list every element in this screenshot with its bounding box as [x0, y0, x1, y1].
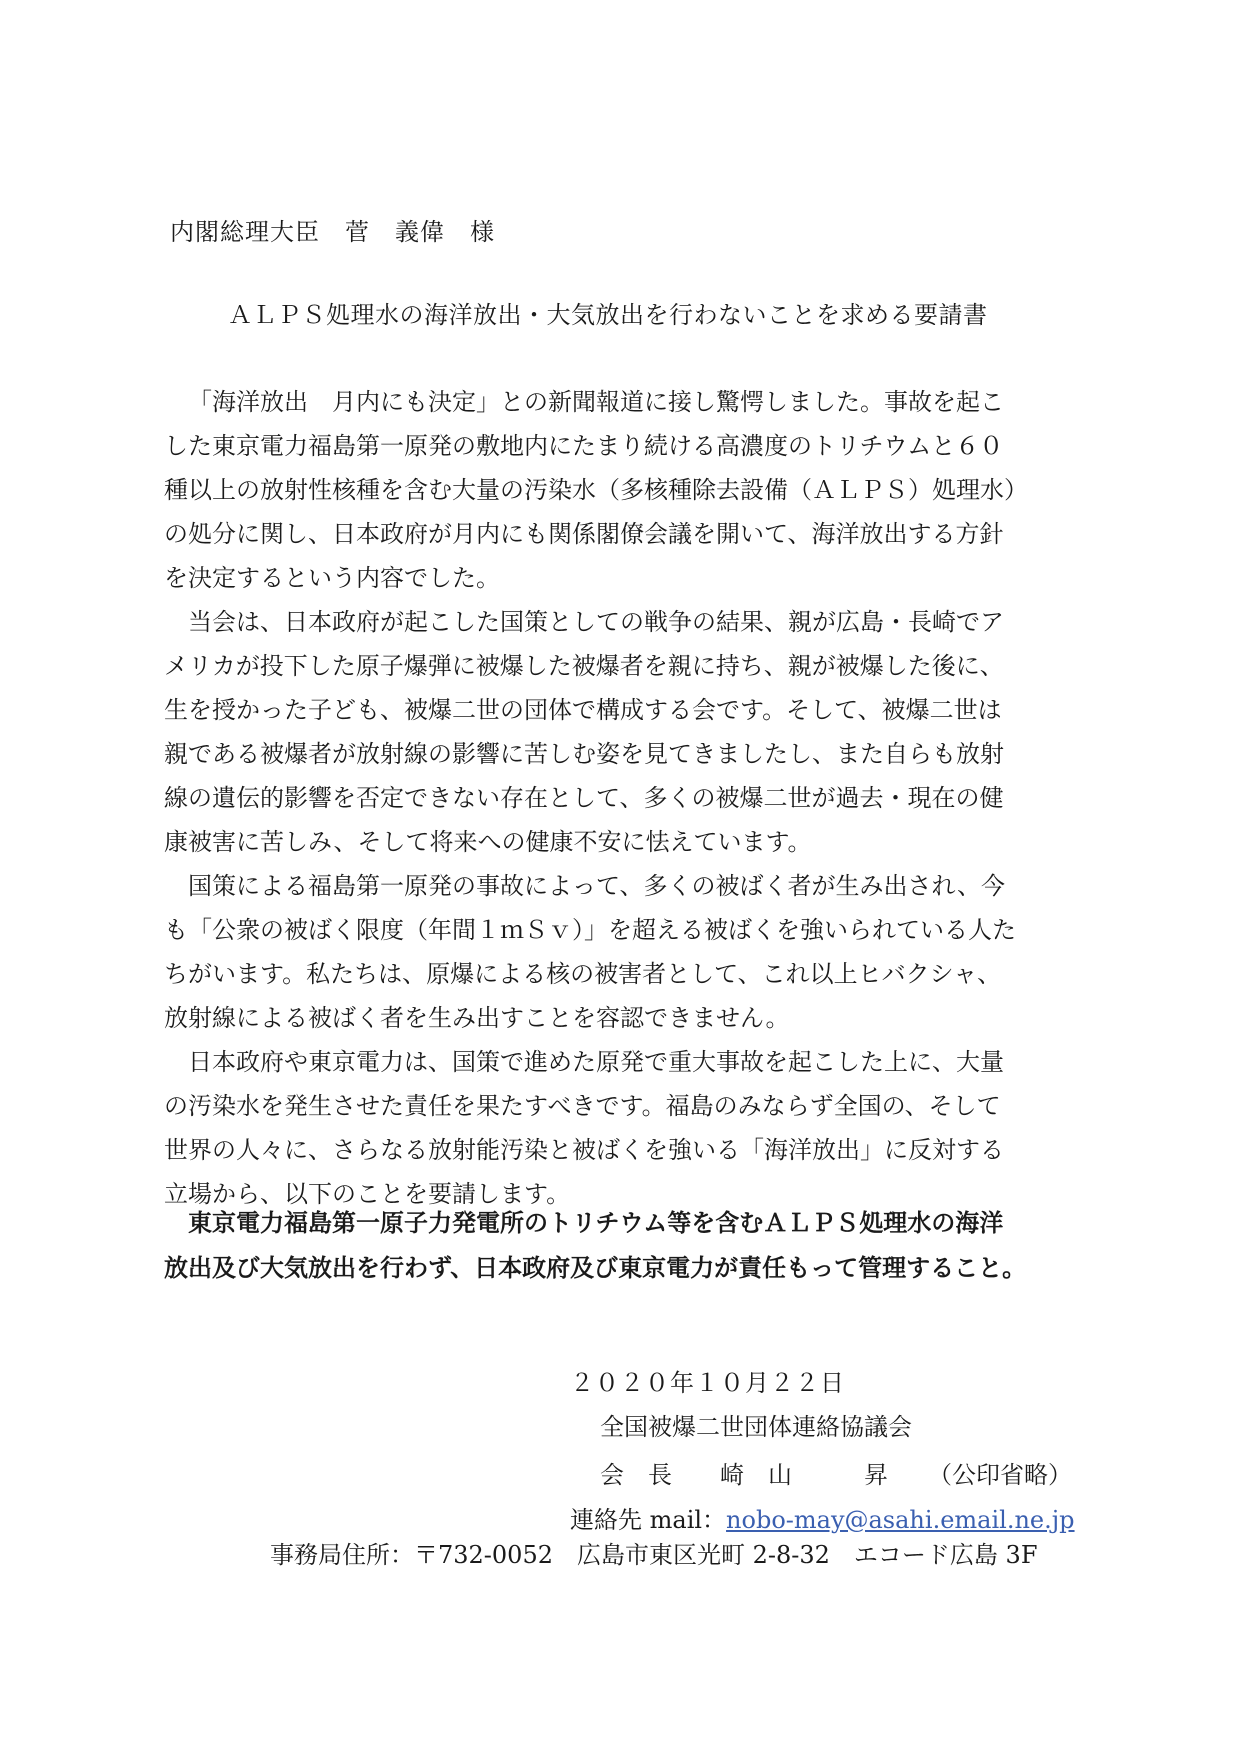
contact-email-link[interactable]: nobo-may@asahi.email.ne.jp — [726, 1506, 1075, 1534]
addressee: 内閣総理大臣 菅 義偉 様 — [170, 218, 495, 246]
body-line: を決定するという内容でした。 — [164, 564, 500, 592]
contact-label: 連絡先 mail： — [570, 1506, 727, 1534]
body-line: 日本政府や東京電力は、国策で進めた原発で重大事故を起こした上に、大量 — [188, 1048, 1004, 1076]
request-line: 東京電力福島第一原子力発電所のトリチウム等を含むＡＬＰＳ処理水の海洋 — [188, 1208, 1004, 1237]
body-line: ちがいます。私たちは、原爆による核の被害者として、これ以上ヒバクシャ、 — [164, 960, 1002, 988]
body-line: 当会は、日本政府が起こした国策としての戦争の結果、親が広島・長崎でア — [188, 608, 1004, 636]
body-line: の汚染水を発生させた責任を果たすべきです。福島のみならず全国の、そして — [164, 1092, 1001, 1120]
document-title: ＡＬＰＳ処理水の海洋放出・大気放出を行わないことを求める要請書 — [228, 301, 988, 329]
request-line: 放出及び大気放出を行わず、日本政府及び東京電力が責任もって管理すること。 — [164, 1253, 1027, 1282]
body-line: 種以上の放射性核種を含む大量の汚染水（多核種除去設備（ＡＬＰＳ）処理水） — [164, 476, 1028, 504]
body-line: 生を授かった子ども、被爆二世の団体で構成する会です。そして、被爆二世は — [164, 696, 1002, 724]
body-line: した東京電力福島第一原発の敷地内にたまり続ける高濃度のトリチウムと６０ — [164, 432, 1004, 460]
body-line: も「公衆の被ばく限度（年間１ｍＳｖ）」を超える被ばくを強いられている人た — [164, 916, 1016, 944]
contact-line — [570, 1500, 1075, 1535]
body-line: 康被害に苦しみ、そして将来への健康不安に怯えています。 — [164, 828, 812, 856]
body-line: 線の遺伝的影響を否定できない存在として、多くの被爆二世が過去・現在の健 — [164, 784, 1004, 812]
body-line: 親である被爆者が放射線の影響に苦しむ姿を見てきましたし、また自らも放射 — [164, 740, 1004, 768]
request-statement — [164, 1200, 1068, 1290]
office-address: 事務局住所：〒732-0052 広島市東区光町 2-8-32 エコード広島 3F — [270, 1541, 1038, 1569]
body-line: 「海洋放出 月内にも決定」との新聞報道に接し驚愕しました。事故を起こ — [188, 388, 1004, 416]
organization-name: 全国被爆二世団体連絡協議会 — [600, 1413, 912, 1441]
seal-note: （公印省略） — [928, 1461, 1072, 1489]
body-line: 立場から、以下のことを要請します。 — [164, 1180, 571, 1208]
body-line: 世界の人々に、さらなる放射能汚染と被ばくを強いる「海洋放出」に反対する — [164, 1136, 1004, 1164]
body-text — [164, 380, 1058, 1216]
chair-line — [600, 1455, 1072, 1490]
body-line: 放射線による被ばく者を生み出すことを容認できません。 — [164, 1004, 790, 1032]
body-line: の処分に関し、日本政府が月内にも関係閣僚会議を開いて、海洋放出する方針 — [164, 520, 1004, 548]
body-line: メリカが投下した原子爆弾に被爆した被爆者を親に持ち、親が被爆した後に、 — [164, 652, 1004, 680]
chair-name: 会 長 崎 山 昇 — [600, 1461, 888, 1489]
body-line: 国策による福島第一原発の事故によって、多くの被ばく者が生み出され、今 — [188, 872, 1005, 900]
document-date: ２０２０年１０月２２日 — [570, 1369, 845, 1397]
